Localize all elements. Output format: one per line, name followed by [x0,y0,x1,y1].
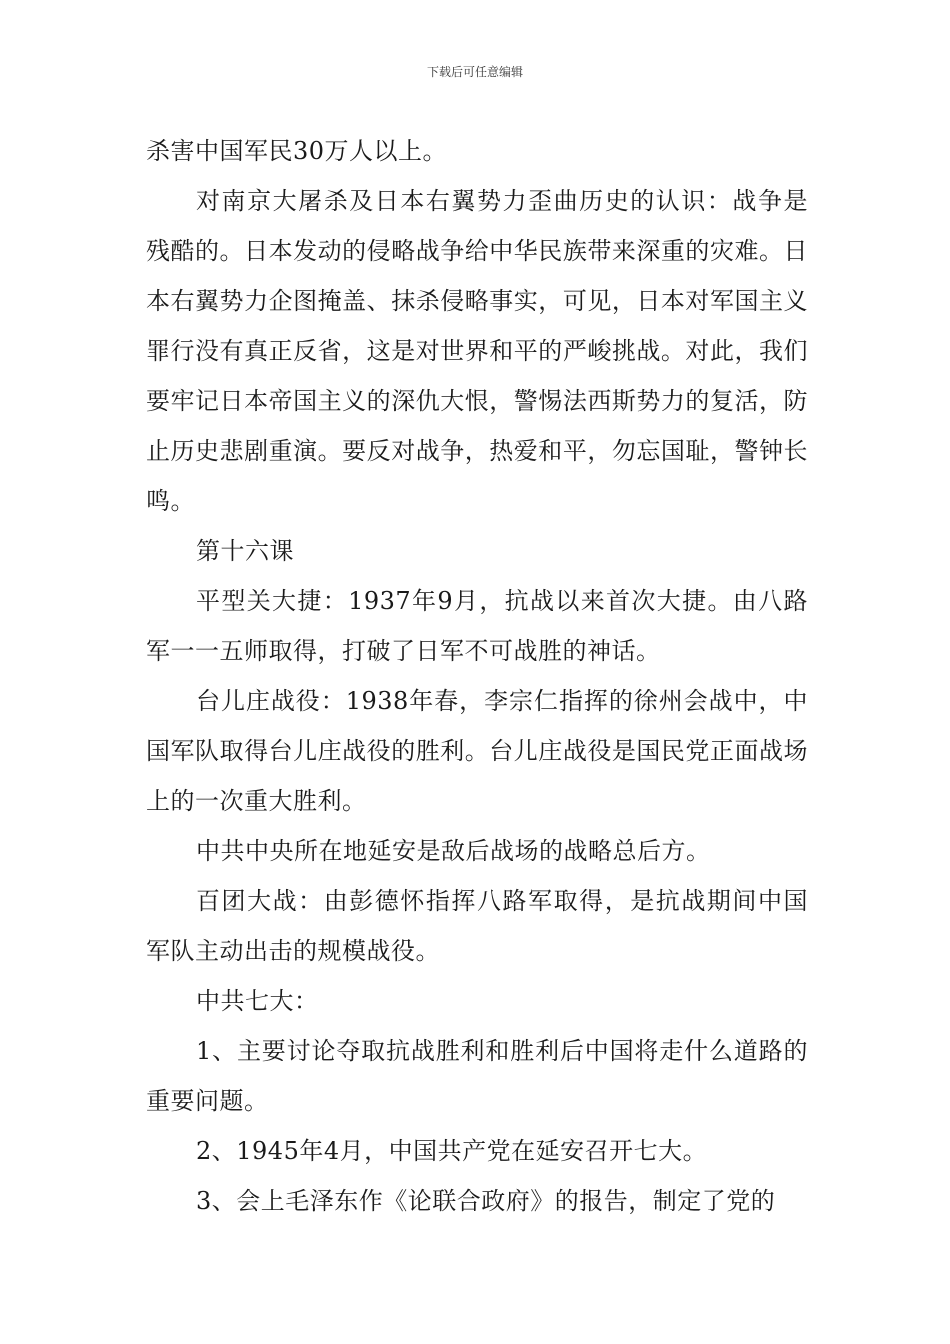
paragraph-4: 平型关大捷：1937年9月，抗战以来首次大捷。由八路军一一五师取得，打破了日军不可战胜的神话。 [146,587,808,665]
document-body [146,126,808,1226]
paragraph-8: 中共七大： [196,987,319,1015]
list-item-3: 3、会上毛泽东作《论联合政府》的报告，制定了党的 [196,1187,776,1215]
paragraph-1: 杀害中国军民30万人以上。 [146,137,448,165]
lesson-heading: 第十六课 [196,537,294,565]
paragraph-5: 台儿庄战役：1938年春，李宗仁指挥的徐州会战中，中国军队取得台儿庄战役的胜利。台儿庄战役是国民党正面战场上的一次重大胜利。 [146,687,808,815]
list-item-2: 2、1945年4月，中国共产党在延安召开七大。 [196,1137,708,1165]
page-header: 下载后可任意编辑 [426,65,523,79]
paragraph-6: 中共中央所在地延安是敌后战场的战略总后方。 [196,837,711,865]
list-item-1: 1、主要讨论夺取抗战胜利和胜利后中国将走什么道路的重要问题。 [146,1037,808,1115]
paragraph-2: 对南京大屠杀及日本右翼势力歪曲历史的认识：战争是残酷的。日本发动的侵略战争给中华民族带来深重的灾难。日本右翼势力企图掩盖、抹杀侵略事实，可见，日本对军国主义罪行没有真正反省，这是对世界和平的严峻挑战。对此，我们要牢记日本帝国主义的深仇大恨，警惕法西斯势力的复活，防止历史悲剧重演。要反对战争，热爱和平，勿忘国耻，警钟长鸣。 [146,187,808,515]
paragraph-7: 百团大战：由彭德怀指挥八路军取得，是抗战期间中国军队主动出击的规模战役。 [146,887,808,965]
